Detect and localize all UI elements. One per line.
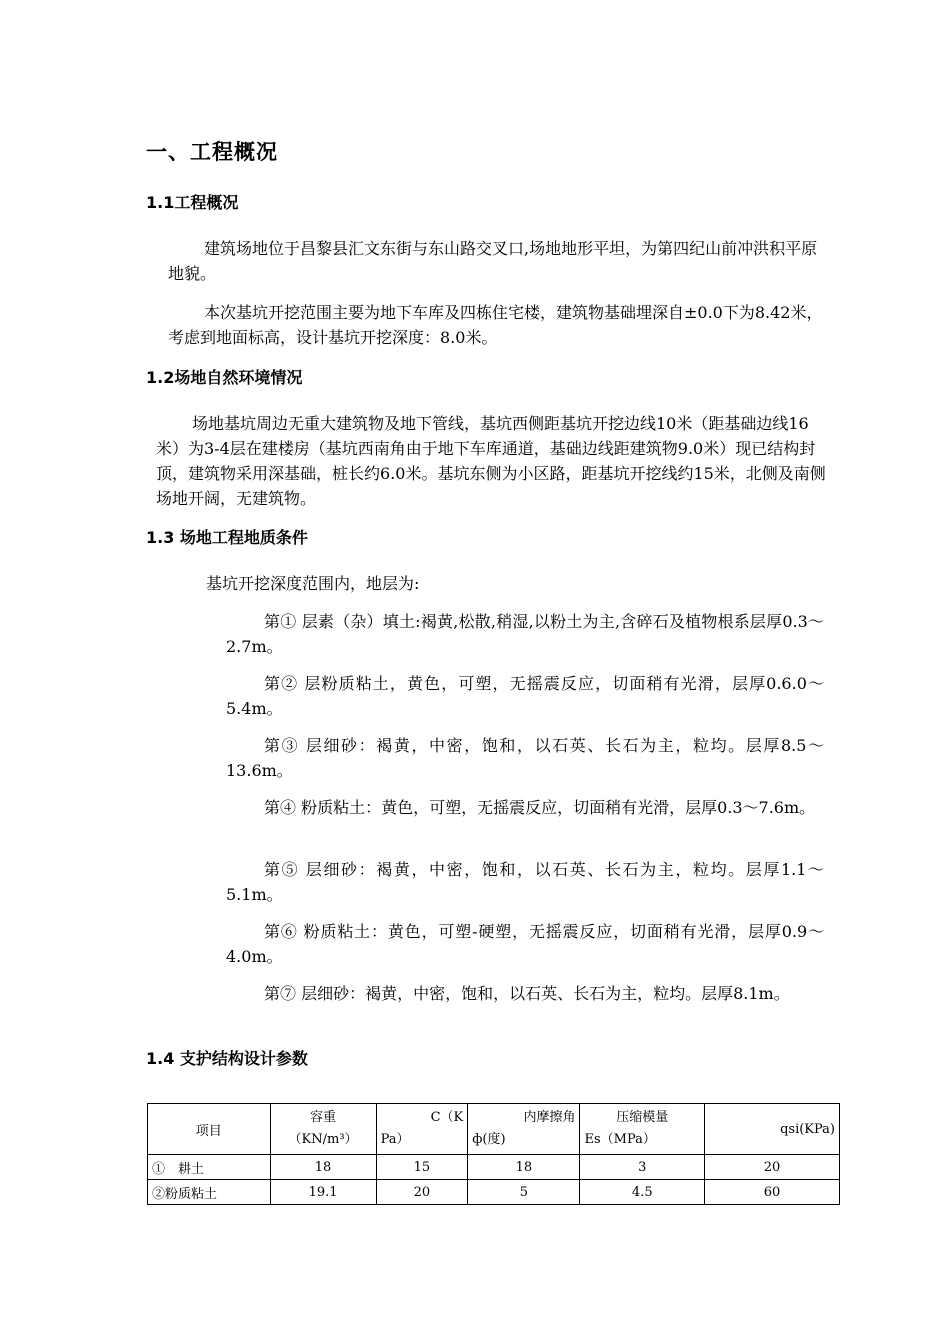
cell-soil-name: ②粉质粘土 (148, 1180, 271, 1205)
layer-4: 第④ 粉质粘土：黄色，可塑，无摇震反应，切面稍有光滑，层厚0.3～7.6m。 (264, 798, 816, 817)
cell-unit-weight: 19.1 (270, 1180, 376, 1205)
section-title: 一、工程概况 (146, 140, 278, 164)
layer-3: 第③ 层细砂：褐黄，中密，饱和，以石英、长石为主，粒均。层厚8.5～13.6m。 (226, 736, 824, 780)
layer-5: 第⑤ 层细砂：褐黄，中密，饱和，以石英、长石为主，粒均。层厚1.1～5.1m。 (226, 860, 824, 904)
header-friction-angle: 内摩擦角 ф(度) (468, 1104, 580, 1155)
layer-7: 第⑦ 层细砂：褐黄，中密，饱和，以石英、长石为主，粒均。层厚8.1m。 (264, 984, 790, 1003)
table-header-row (148, 1104, 840, 1155)
table-row (148, 1155, 840, 1180)
cell-unit-weight: 18 (270, 1155, 376, 1180)
header-compression-modulus: 压缩模量 Es（MPa） (580, 1104, 705, 1155)
header-cohesion: C（K Pa） (376, 1104, 468, 1155)
heading-1-2: 1.2场地自然环境情况 (146, 368, 303, 387)
cell-friction-angle: 5 (468, 1180, 580, 1205)
heading-1-4: 1.4 支护结构设计参数 (146, 1049, 308, 1068)
cell-friction-angle: 18 (468, 1155, 580, 1180)
design-parameters-table (147, 1103, 840, 1205)
table-row (148, 1180, 840, 1205)
cell-cohesion: 20 (376, 1180, 468, 1205)
heading-1-1: 1.1工程概况 (146, 193, 239, 212)
paragraph-environment: 场地基坑周边无重大建筑物及地下管线，基坑西侧距基坑开挖边线10米（距基础边线16米）为3-4层在建楼房（基坑西南角由于地下车库通道，基础边线距建筑物9.0米）现已结构封顶，建筑物采用深基础，桩长约6.0米。基坑东侧为小区路，距基坑开挖线约15米，北侧及南侧场地开阔，无建筑物。 (156, 414, 826, 508)
layer-1: 第① 层素（杂）填土:褐黄,松散,稍湿,以粉土为主,含碎石及植物根系层厚0.3～2.7m。 (226, 612, 824, 656)
cell-soil-name: ① 耕土 (148, 1155, 271, 1180)
header-qsi: qsi(KPa) (705, 1104, 840, 1155)
header-item: 项目 (148, 1104, 271, 1155)
paragraph-excavation-scope: 本次基坑开挖范围主要为地下车库及四栋住宅楼，建筑物基础埋深自±0.0下为8.42米，考虑到地面标高，设计基坑开挖深度：8.0米。 (168, 303, 823, 347)
cell-qsi: 60 (705, 1180, 840, 1205)
layer-6: 第⑥ 粉质粘土：黄色，可塑-硬塑，无摇震反应，切面稍有光滑，层厚0.9～4.0m。 (226, 922, 824, 966)
paragraph-strata-intro: 基坑开挖深度范围内，地层为: (206, 574, 420, 593)
header-unit-weight: 容重 （KN/m³） (270, 1104, 376, 1155)
cell-compression-modulus: 4.5 (580, 1180, 705, 1205)
cell-qsi: 20 (705, 1155, 840, 1180)
cell-cohesion: 15 (376, 1155, 468, 1180)
layer-2: 第② 层粉质粘土，黄色，可塑，无摇震反应，切面稍有光滑，层厚0.6.0～5.4m。 (226, 674, 824, 718)
cell-compression-modulus: 3 (580, 1155, 705, 1180)
heading-1-3: 1.3 场地工程地质条件 (146, 528, 308, 547)
paragraph-site-location: 建筑场地位于昌黎县汇文东街与东山路交叉口,场地地形平坦，为第四纪山前冲洪积平原地貌。 (168, 239, 818, 283)
